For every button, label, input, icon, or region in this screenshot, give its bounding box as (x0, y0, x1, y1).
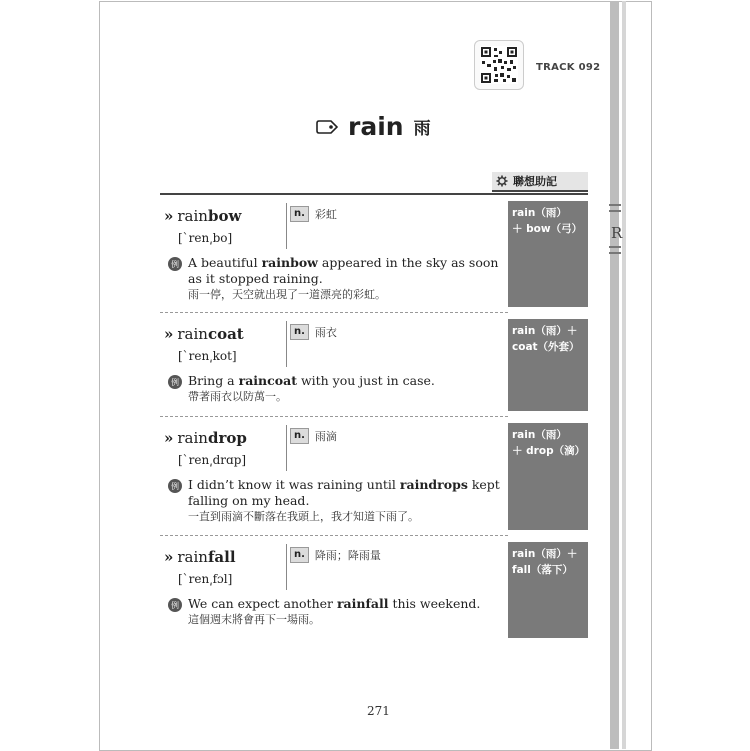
mnemonic-box: rain（雨）＋ fall（落下） (508, 542, 588, 638)
title-word: rain (348, 112, 404, 141)
vocab-entry (160, 536, 588, 638)
definition (290, 547, 381, 563)
pos-tag: n. (290, 206, 309, 222)
vocab-entry (160, 195, 588, 313)
definition (290, 428, 337, 444)
mnemonic-box: rain（雨） ＋ drop（滴） (508, 423, 588, 530)
tag-icon (316, 120, 338, 134)
title-chinese: 雨 (413, 119, 431, 139)
meaning: 彩虹 (314, 208, 337, 221)
phonetic: [ˋren͵kot] (178, 349, 237, 363)
example-chinese: 雨一停，天空就出現了一道漂亮的彩虹。 (188, 288, 386, 301)
section-label: 聯想助記 (513, 175, 557, 188)
example (168, 477, 508, 525)
column-divider (286, 425, 287, 471)
page-edge-bar (610, 1, 619, 749)
qr-code-icon[interactable] (474, 40, 524, 90)
example-english: A beautiful rainbow appeared in the sky as soon as it stopped raining. (188, 255, 499, 286)
headword: » rainfall (164, 548, 236, 566)
example-chinese: 這個週末將會再下一場雨。 (188, 613, 320, 626)
example (168, 255, 508, 303)
thumb-index-mark (609, 252, 621, 254)
example-english: We can expect another rainfall this weekend. (188, 596, 481, 611)
headword: » rainbow (164, 207, 242, 225)
gear-icon (496, 175, 508, 187)
mnemonic-box: rain（雨） ＋ bow（弓） (508, 201, 588, 307)
example (168, 373, 508, 405)
section-header (492, 172, 588, 192)
definition (290, 206, 337, 222)
meaning: 降雨；降雨量 (314, 549, 381, 562)
example (168, 596, 508, 628)
vocab-entry (160, 417, 588, 536)
example-icon: 例 (168, 375, 182, 389)
meaning: 雨滴 (314, 430, 337, 443)
example-chinese: 一直到雨滴不斷落在我頭上，我才知道下雨了。 (188, 510, 419, 523)
example-chinese: 帶著雨衣以防萬一。 (188, 390, 287, 403)
track-label: TRACK 092 (536, 62, 601, 73)
mnemonic-box: rain（雨）＋ coat（外套） (508, 319, 588, 411)
pos-tag: n. (290, 324, 309, 340)
meaning: 雨衣 (314, 326, 337, 339)
example-english: Bring a raincoat with you just in case. (188, 373, 435, 388)
headword: » raincoat (164, 325, 244, 343)
phonetic: [ˋren͵drɑp] (178, 453, 247, 467)
example-icon: 例 (168, 598, 182, 612)
example-icon: 例 (168, 257, 182, 271)
page-edge-bar-secondary (622, 1, 626, 749)
page-number: 271 (367, 704, 390, 718)
page-title (316, 112, 431, 141)
definition (290, 324, 337, 340)
thumb-index-mark (609, 210, 621, 212)
column-divider (286, 544, 287, 590)
example-icon: 例 (168, 479, 182, 493)
vocab-entry (160, 313, 588, 417)
thumb-index-letter: R (611, 224, 623, 242)
thumb-index-mark (609, 246, 621, 248)
example-english: I didn’t know it was raining until raindrops kept falling on my head. (188, 477, 500, 508)
thumb-index-mark (609, 204, 621, 206)
pos-tag: n. (290, 428, 309, 444)
column-divider (286, 203, 287, 249)
phonetic: [ˋren͵fɔl] (178, 572, 233, 586)
pos-tag: n. (290, 547, 309, 563)
headword: » raindrop (164, 429, 247, 447)
phonetic: [ˋren͵bo] (178, 231, 233, 245)
column-divider (286, 321, 287, 367)
